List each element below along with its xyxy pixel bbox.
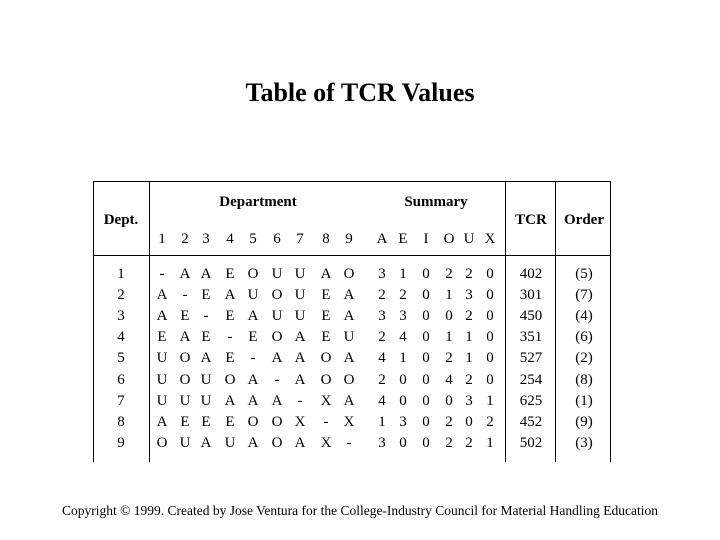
summary-cell: 4: [399, 329, 407, 345]
relationship-cell: U: [343, 329, 355, 345]
relationship-cell: E: [225, 414, 235, 430]
summary-cell: 3: [399, 414, 407, 430]
row-dept-number: 7: [117, 393, 125, 409]
relationship-cell: O: [224, 372, 236, 388]
relationship-cell: O: [320, 350, 332, 366]
relationship-cell: O: [271, 435, 283, 451]
relationship-cell: A: [343, 308, 355, 324]
summary-cell: 3: [399, 308, 407, 324]
summary-cell: 1: [378, 414, 386, 430]
summary-cell: 1: [465, 329, 473, 345]
relationship-cell: A: [247, 372, 259, 388]
summary-cell: 2: [445, 350, 453, 366]
summary-cell: 0: [399, 435, 407, 451]
relationship-cell: A: [271, 350, 283, 366]
dept-column-header: 8: [322, 231, 330, 247]
tcr-column-divider: [505, 181, 506, 462]
summary-cell: 2: [465, 435, 473, 451]
relationship-cell: O: [179, 372, 191, 388]
row-dept-number: 3: [117, 308, 125, 324]
tcr-header: TCR: [515, 212, 547, 228]
summary-cell: 0: [422, 329, 430, 345]
relationship-cell: E: [157, 329, 167, 345]
summary-cell: 0: [486, 350, 494, 366]
relationship-cell: E: [321, 308, 331, 324]
summary-cell: 0: [445, 393, 453, 409]
relationship-cell: O: [343, 372, 355, 388]
relationship-cell: E: [321, 329, 331, 345]
page-title: Table of TCR Values: [245, 78, 475, 107]
order-cell: (8): [575, 372, 593, 388]
summary-cell: 2: [399, 287, 407, 303]
summary-cell: 3: [378, 266, 386, 282]
row-dept-number: 8: [117, 414, 125, 430]
relationship-cell: U: [224, 435, 236, 451]
order-cell: (6): [575, 329, 593, 345]
relationship-cell: A: [294, 372, 306, 388]
summary-cell: 0: [422, 372, 430, 388]
summary-cell: 0: [422, 435, 430, 451]
relationship-cell: U: [179, 435, 191, 451]
summary-cell: 0: [399, 393, 407, 409]
summary-cell: 0: [486, 266, 494, 282]
relationship-cell: A: [247, 393, 259, 409]
row-dept-number: 9: [117, 435, 125, 451]
relationship-cell: -: [227, 329, 233, 345]
summary-cell: 0: [486, 308, 494, 324]
relationship-cell: X: [320, 435, 332, 451]
header-divider: [93, 255, 611, 256]
relationship-cell: E: [225, 266, 235, 282]
relationship-cell: O: [156, 435, 168, 451]
summary-cell: 1: [399, 266, 407, 282]
relationship-cell: E: [321, 287, 331, 303]
relationship-cell: A: [343, 287, 355, 303]
summary-cell: 0: [422, 414, 430, 430]
relationship-cell: O: [320, 372, 332, 388]
relationship-cell: O: [271, 414, 283, 430]
relationship-cell: A: [343, 350, 355, 366]
tcr-cell: 625: [519, 393, 543, 409]
relationship-cell: O: [179, 350, 191, 366]
department-header: Department: [219, 194, 297, 210]
summary-cell: 1: [445, 287, 453, 303]
relationship-cell: A: [247, 308, 259, 324]
relationship-cell: O: [271, 287, 283, 303]
tcr-cell: 502: [519, 435, 543, 451]
relationship-cell: -: [297, 393, 303, 409]
summary-cell: 2: [445, 435, 453, 451]
relationship-cell: O: [247, 414, 259, 430]
summary-cell: 3: [465, 287, 473, 303]
dept-column-header: 2: [181, 231, 189, 247]
summary-cell: 4: [445, 372, 453, 388]
relationship-cell: A: [200, 350, 212, 366]
summary-cell: 0: [422, 287, 430, 303]
relationship-cell: E: [180, 308, 190, 324]
summary-cell: 2: [378, 372, 386, 388]
relationship-cell: A: [156, 308, 168, 324]
relationship-cell: U: [294, 266, 306, 282]
order-cell: (2): [575, 350, 593, 366]
dept-column-divider: [149, 181, 150, 462]
relationship-cell: A: [294, 350, 306, 366]
summary-cell: 0: [399, 372, 407, 388]
summary-cell: 1: [486, 435, 494, 451]
relationship-cell: E: [225, 308, 235, 324]
summary-cell: 2: [465, 372, 473, 388]
summary-column-header: E: [398, 231, 408, 247]
summary-cell: 2: [445, 414, 453, 430]
relationship-cell: A: [156, 287, 168, 303]
order-cell: (9): [575, 414, 593, 430]
relationship-cell: U: [200, 393, 212, 409]
tcr-cell: 254: [519, 372, 543, 388]
summary-cell: 0: [422, 393, 430, 409]
summary-cell: 2: [486, 414, 494, 430]
relationship-cell: A: [224, 287, 236, 303]
relationship-cell: A: [200, 435, 212, 451]
relationship-cell: A: [200, 266, 212, 282]
summary-cell: 3: [378, 435, 386, 451]
relationship-cell: -: [250, 350, 256, 366]
summary-column-header: I: [423, 231, 429, 247]
relationship-cell: E: [201, 287, 211, 303]
relationship-cell: A: [271, 393, 283, 409]
summary-cell: 2: [378, 329, 386, 345]
relationship-cell: U: [271, 308, 283, 324]
relationship-cell: -: [274, 372, 280, 388]
relationship-cell: U: [247, 287, 259, 303]
summary-cell: 0: [486, 329, 494, 345]
order-cell: (5): [575, 266, 593, 282]
relationship-cell: A: [179, 329, 191, 345]
summary-cell: 0: [422, 308, 430, 324]
relationship-cell: U: [294, 308, 306, 324]
order-header: Order: [564, 212, 604, 228]
relationship-cell: A: [294, 329, 306, 345]
relationship-cell: -: [346, 435, 352, 451]
dept-header: Dept.: [103, 212, 139, 228]
summary-cell: 0: [486, 287, 494, 303]
relationship-cell: O: [343, 266, 355, 282]
row-dept-number: 4: [117, 329, 125, 345]
relationship-cell: E: [225, 350, 235, 366]
relationship-cell: A: [224, 393, 236, 409]
summary-cell: 1: [445, 329, 453, 345]
summary-cell: 0: [422, 266, 430, 282]
summary-column-header: O: [443, 231, 455, 247]
dept-column-header: 4: [226, 231, 234, 247]
summary-cell: 4: [378, 350, 386, 366]
dept-column-header: 3: [202, 231, 210, 247]
relationship-cell: A: [156, 414, 168, 430]
order-cell: (1): [575, 393, 593, 409]
summary-cell: 3: [378, 308, 386, 324]
relationship-cell: U: [200, 372, 212, 388]
relationship-cell: U: [271, 266, 283, 282]
relationship-cell: A: [294, 435, 306, 451]
order-cell: (7): [575, 287, 593, 303]
summary-cell: 0: [465, 414, 473, 430]
relationship-cell: U: [179, 393, 191, 409]
relationship-cell: E: [248, 329, 258, 345]
relationship-cell: E: [201, 414, 211, 430]
summary-cell: 0: [486, 372, 494, 388]
relationship-cell: A: [247, 435, 259, 451]
relationship-cell: -: [159, 266, 165, 282]
summary-cell: 1: [399, 350, 407, 366]
summary-cell: 4: [378, 393, 386, 409]
relationship-cell: A: [320, 266, 332, 282]
relationship-cell: U: [156, 350, 168, 366]
summary-cell: 2: [378, 287, 386, 303]
relationship-cell: -: [323, 414, 329, 430]
relationship-cell: -: [203, 308, 209, 324]
row-dept-number: 5: [117, 350, 125, 366]
relationship-cell: X: [294, 414, 306, 430]
summary-cell: 1: [465, 350, 473, 366]
order-column-divider: [555, 181, 556, 462]
tcr-cell: 450: [519, 308, 543, 324]
summary-column-header: A: [376, 231, 388, 247]
relationship-cell: E: [180, 414, 190, 430]
relationship-cell: O: [247, 266, 259, 282]
summary-cell: 2: [465, 308, 473, 324]
summary-cell: 2: [445, 266, 453, 282]
summary-column-header: X: [484, 231, 496, 247]
summary-cell: 0: [422, 350, 430, 366]
dept-column-header: 1: [158, 231, 166, 247]
row-dept-number: 2: [117, 287, 125, 303]
summary-cell: 1: [486, 393, 494, 409]
relationship-cell: A: [343, 393, 355, 409]
relationship-cell: A: [179, 266, 191, 282]
summary-cell: 2: [465, 266, 473, 282]
relationship-cell: U: [156, 372, 168, 388]
relationship-cell: X: [320, 393, 332, 409]
tcr-cell: 351: [519, 329, 543, 345]
copyright-footer: Copyright © 1999. Created by Jose Ventura for the College-Industry Council for Material Handling Education: [61, 503, 658, 518]
tcr-cell: 527: [519, 350, 543, 366]
order-cell: (4): [575, 308, 593, 324]
summary-header: Summary: [404, 194, 468, 210]
relationship-cell: X: [343, 414, 355, 430]
dept-column-header: 7: [296, 231, 304, 247]
dept-column-header: 9: [345, 231, 353, 247]
summary-cell: 0: [445, 308, 453, 324]
relationship-cell: U: [156, 393, 168, 409]
summary-column-header: U: [463, 231, 475, 247]
relationship-cell: E: [201, 329, 211, 345]
row-dept-number: 6: [117, 372, 125, 388]
relationship-cell: -: [182, 287, 188, 303]
relationship-cell: U: [294, 287, 306, 303]
dept-column-header: 6: [273, 231, 281, 247]
tcr-cell: 452: [519, 414, 543, 430]
tcr-cell: 301: [519, 287, 543, 303]
summary-cell: 3: [465, 393, 473, 409]
dept-column-header: 5: [249, 231, 257, 247]
tcr-cell: 402: [519, 266, 543, 282]
relationship-cell: O: [271, 329, 283, 345]
row-dept-number: 1: [117, 266, 125, 282]
order-cell: (3): [575, 435, 593, 451]
